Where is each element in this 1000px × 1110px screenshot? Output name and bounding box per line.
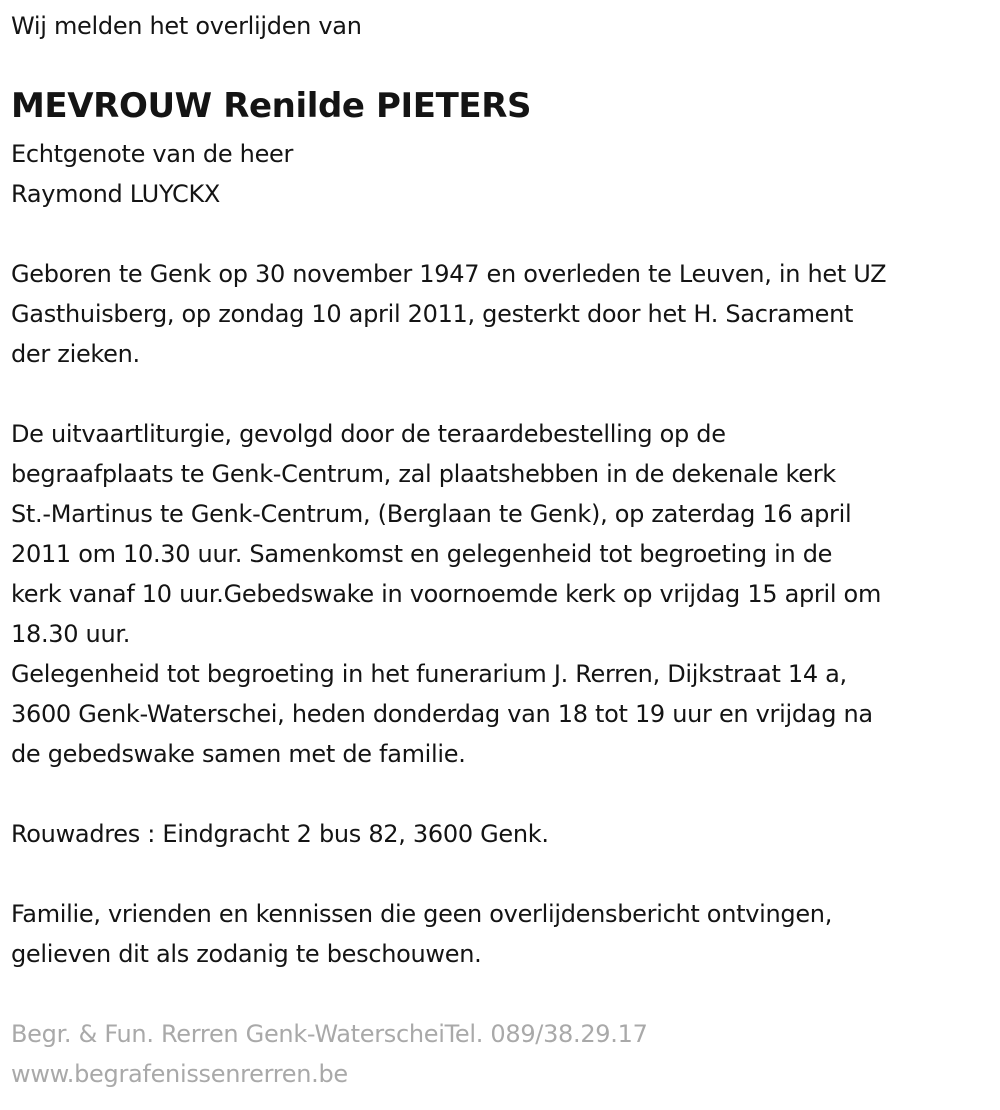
funeral-paragraph bbox=[11, 414, 881, 774]
intro-text: Wij melden het overlijden van bbox=[11, 12, 362, 40]
paragraph-line: 3600 Genk-Waterschei, heden donderdag van 18 tot 19 uur en vrijdag na bbox=[11, 700, 873, 728]
family-notice-paragraph bbox=[11, 894, 832, 974]
paragraph-line: Gasthuisberg, op zondag 10 april 2011, gesterkt door het H. Sacrament bbox=[11, 300, 854, 328]
funeral-home-footer bbox=[11, 1014, 648, 1094]
spouse-line: Echtgenote van de heer bbox=[11, 140, 294, 168]
mourning-address: Rouwadres : Eindgracht 2 bus 82, 3600 Genk. bbox=[11, 820, 549, 848]
spouse-block bbox=[11, 134, 293, 214]
paragraph-line: de gebedswake samen met de familie. bbox=[11, 740, 466, 768]
paragraph-line: Geboren te Genk op 30 november 1947 en overleden te Leuven, in het UZ bbox=[11, 260, 887, 288]
funeral-home-website: www.begrafenissenrerren.be bbox=[11, 1060, 348, 1088]
paragraph-line: der zieken. bbox=[11, 340, 140, 368]
birth-death-paragraph bbox=[11, 254, 886, 374]
spouse-line: Raymond LUYCKX bbox=[11, 180, 221, 208]
paragraph-line: Gelegenheid tot begroeting in het funerarium J. Rerren, Dijkstraat 14 a, bbox=[11, 660, 847, 688]
paragraph-line: begraafplaats te Genk-Centrum, zal plaatshebben in de dekenale kerk bbox=[11, 460, 836, 488]
deceased-name: MEVROUW Renilde PIETERS bbox=[11, 86, 532, 126]
paragraph-line: Familie, vrienden en kennissen die geen overlijdensbericht ontvingen, bbox=[11, 900, 833, 928]
paragraph-line: kerk vanaf 10 uur.Gebedswake in voornoemde kerk op vrijdag 15 april om bbox=[11, 580, 882, 608]
paragraph-line: 2011 om 10.30 uur. Samenkomst en gelegenheid tot begroeting in de bbox=[11, 540, 833, 568]
funeral-home-contact: Begr. & Fun. Rerren Genk-WaterscheiTel. 089/38.29.17 bbox=[11, 1020, 648, 1048]
paragraph-line: gelieven dit als zodanig te beschouwen. bbox=[11, 940, 482, 968]
paragraph-line: St.-Martinus te Genk-Centrum, (Berglaan te Genk), op zaterdag 16 april bbox=[11, 500, 852, 528]
paragraph-line: De uitvaartliturgie, gevolgd door de teraardebestelling op de bbox=[11, 420, 726, 448]
paragraph-line: 18.30 uur. bbox=[11, 620, 131, 648]
